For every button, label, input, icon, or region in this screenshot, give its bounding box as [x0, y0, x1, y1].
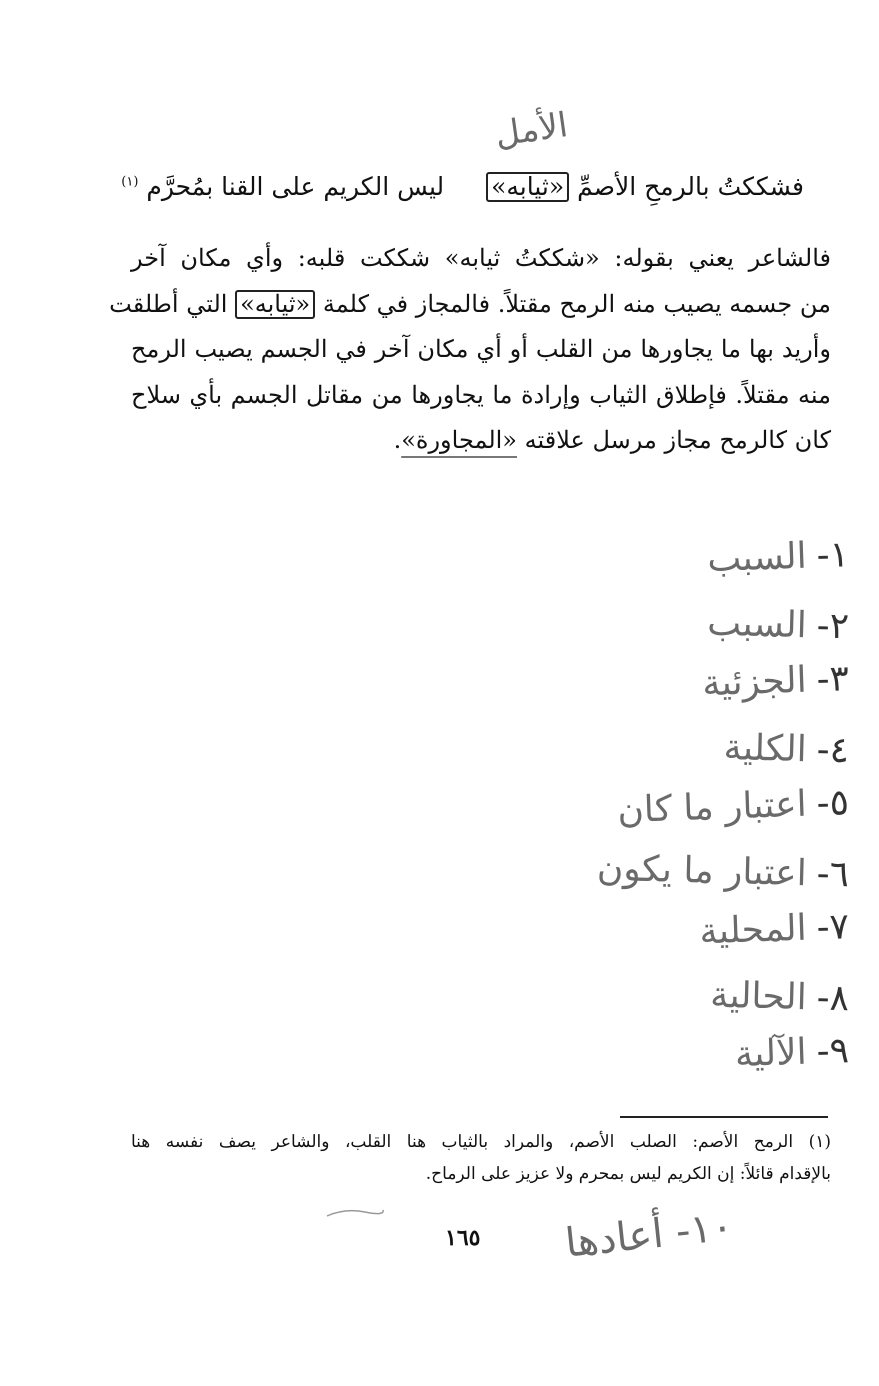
answer-text: اعتبار ما يكون [596, 847, 808, 895]
prose-line-1: فالشاعر يعني بقوله: «شككتُ ثيابه» شككت قلبه: وأي مكان آخر [131, 244, 831, 272]
page-number: ١٦٥ [445, 1225, 481, 1251]
answer-item [518, 588, 850, 659]
answer-number: ٧- [815, 906, 850, 949]
answer-text: الآلية [734, 1031, 808, 1076]
verse-second-hemistich: ليس الكريم على القنا بمُحرَّم [146, 172, 445, 201]
footnote [131, 1126, 831, 1190]
prose-line-5-end: . [393, 426, 402, 454]
answer-number: ٤- [816, 729, 850, 772]
prose-line-4: منه مقتلاً. فإطلاق الثياب وإرادة ما يجاورها من مقاتل الجسم بأي سلاح [131, 380, 831, 409]
prose-line-5 [131, 418, 831, 464]
answer-item [518, 1020, 850, 1093]
answer-number: ٣- [815, 658, 850, 701]
answer-text: الحالية [709, 974, 808, 1019]
answer-text: المحلية [698, 907, 808, 953]
answer-item [518, 772, 850, 845]
answer-text: اعتبار ما كان [616, 783, 808, 832]
answer-text: الجزئية [701, 659, 808, 705]
answer-item [518, 960, 850, 1031]
margin-note-bottom: ١٠- أعادها [563, 1203, 736, 1267]
answer-item [518, 712, 850, 783]
answer-number: ٢- [816, 605, 850, 648]
answer-number: ٦- [816, 853, 850, 896]
margin-note-top: الأمل [492, 105, 571, 155]
poetry-verse [121, 172, 804, 202]
verse-first-text: فشككتُ بالرمحِ الأصمِّ [577, 172, 804, 201]
explanation-paragraph [109, 236, 831, 464]
prose-line-2 [109, 282, 831, 328]
footnote-line-1: (١) الرمح الأصم: الصلب الأصم، والمراد بالثياب هنا القلب، والشاعر يصف نفسه هنا [131, 1132, 831, 1152]
footnote-line-2: بالإقدام قائلاً: إن الكريم ليس بمحرم ولا عزيز على الرماح. [425, 1164, 831, 1184]
prose-line-3: وأريد بها ما يجاورها من القلب أو أي مكان آخر في الجسم يصيب الرمح [131, 335, 831, 363]
verse-first-hemistich [486, 172, 804, 202]
footnote-marker: (١) [121, 174, 139, 190]
pencil-scribble-decoration [325, 1206, 385, 1220]
answer-number: ٨- [816, 977, 850, 1020]
prose-boxed-word: «ثيابه» [235, 290, 315, 319]
answer-number: ١- [815, 534, 850, 577]
answer-item [518, 648, 850, 721]
answer-text: الكلية [723, 727, 808, 771]
answer-item [518, 524, 850, 597]
footnote-divider [620, 1116, 828, 1118]
handwritten-answers-list [519, 530, 849, 1088]
answer-item [518, 896, 850, 969]
prose-underlined-term: «المجاورة» [401, 426, 517, 454]
answer-item [518, 836, 850, 907]
answer-number: ٩- [815, 1030, 850, 1073]
answer-text: السبب [706, 602, 808, 647]
answer-text: السبب [706, 535, 808, 581]
verse-boxed-word: «ثيابه» [486, 172, 569, 202]
answer-number: ٥- [815, 782, 850, 825]
prose-line-2-start: من جسمه يصيب منه الرمح مقتلاً. فالمجاز في كلمة [322, 289, 831, 318]
prose-line-5-start: كان كالرمح مجاز مرسل علاقته [524, 426, 831, 454]
prose-line-2-end: التي أطلقت [109, 289, 228, 318]
